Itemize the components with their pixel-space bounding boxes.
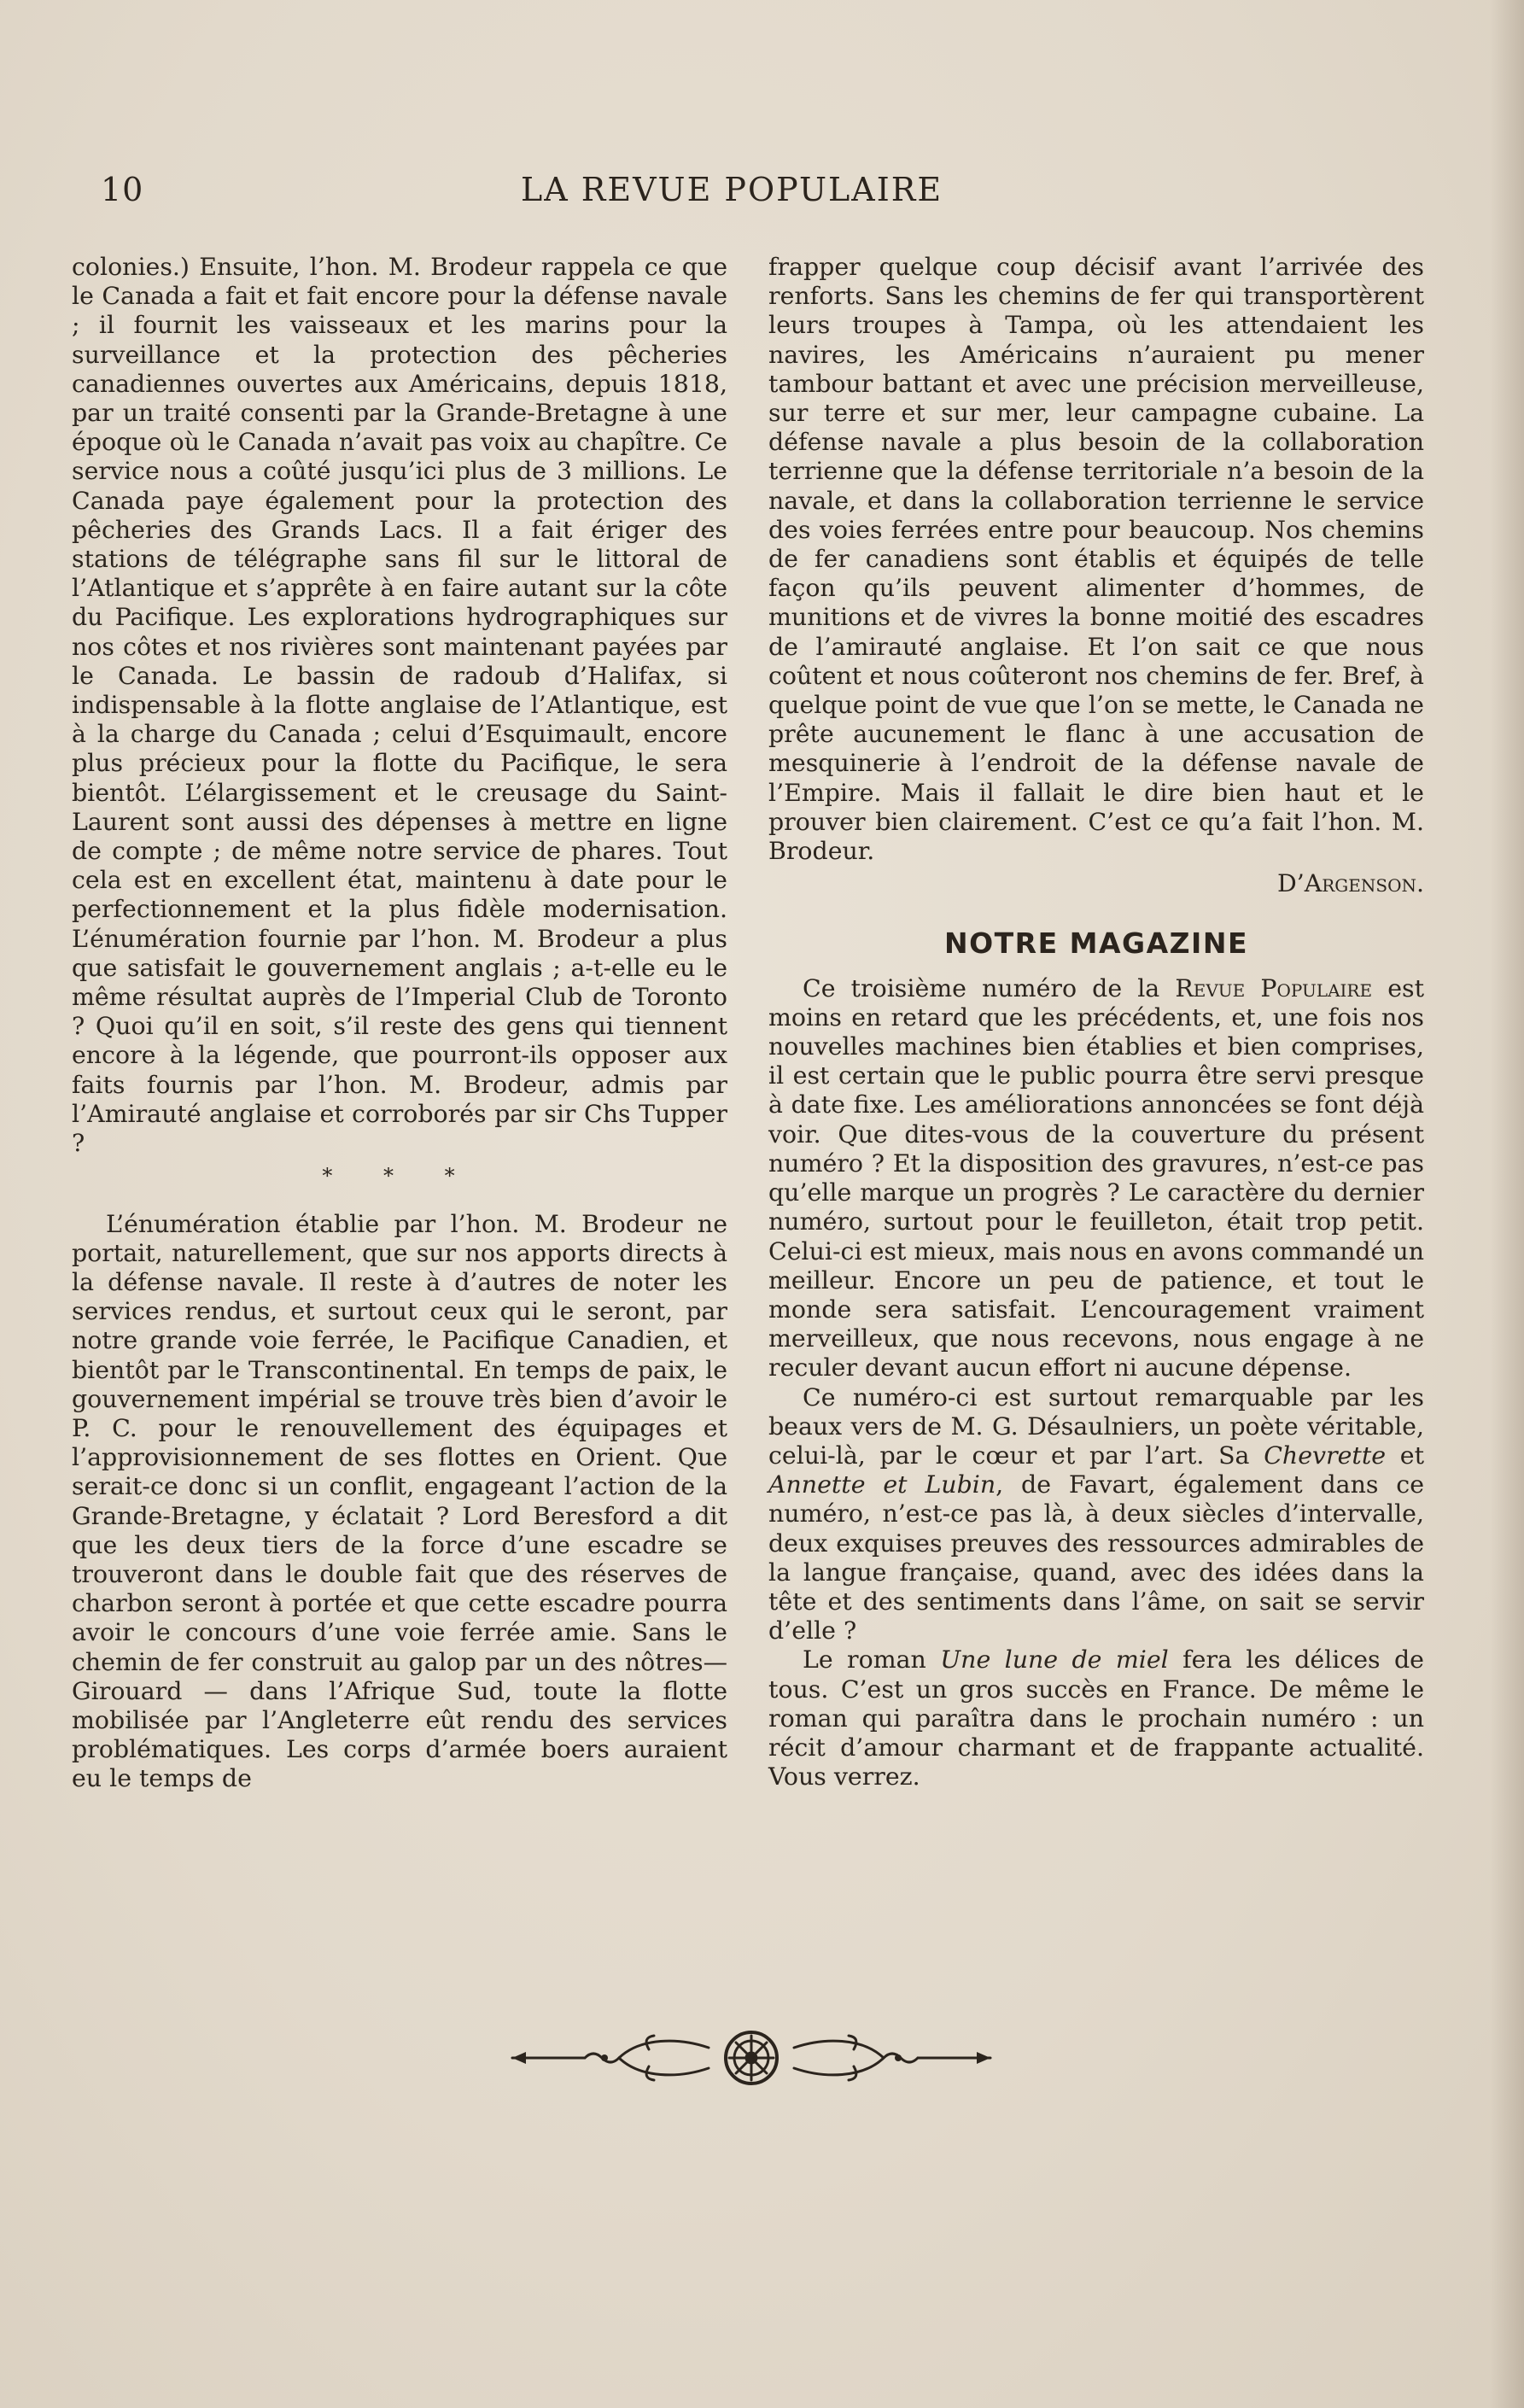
right-column [768,253,1424,1791]
paragraph [768,1645,1424,1791]
section-separator: * * * [322,1164,477,1189]
paragraph: frapper quelque coup décisif avant l’arrivée des renforts. Sans les chemins de fer qui transportèrent leurs troupes à Tampa, où les attendaient les navires, les Américains n’auraient pu mener tambour battant et avec une précision merveilleuse, sur terre et sur mer, leur campagne cubaine. La défense navale a plus besoin de la collaboration terrienne que la défense territoriale n’a besoin de la navale, et dans la collaboration terrienne le service des voies ferrées entre pour beaucoup. Nos chemins de fer canadiens sont établis et équipés de telle façon qu’ils peuvent alimenter d’hommes, de munitions et de vivres la bonne moitié des escadres de l’amirauté anglaise. Et l’on sait ce que nous coûtent et nous coûteront nos chemins de fer. Bref, à quelque point de vue que l’on se mette, le Canada ne prête aucunement le flanc à une accusation de mesquinerie à l’endroit de la défense navale de l’Empire. Mais il fallait le dire bien haut et le prouver bien clairement. C’est ce qu’a fait l’hon. M. Brodeur. [768,253,1424,866]
paragraph: colonies.) Ensuite, l’hon. M. Brodeur rappela ce que le Canada a fait et fait encore pour la défense navale ; il fournit les vaisseaux et les marins pour la surveillance et la protection des pêcheries canadiennes ouvertes aux Américains, depuis 1818, par un traité consenti par la Grande-Bretagne à une époque où le Canada n’avait pas voix au chapître. Ce service nous a coûté jusqu’ici plus de 3 millions. Le Canada paye également pour la protection des pêcheries des Grands Lacs. Il a fait ériger des stations de télégraphe sans fil sur le littoral de l’Atlantique et s’apprête à en faire autant sur la côte du Pacifique. Les explorations hydrographiques sur nos côtes et nos rivières sont maintenant payées par le Canada. Le bassin de radoub d’Halifax, si indispensable à la flotte anglaise de l’Atlantique, est à la charge du Canada ; celui d’Esquimault, encore plus précieux pour la flotte du Pacifique, le sera bientôt. L’élargissement et le creusage du Saint-Laurent sont aussi des dépenses à mettre en ligne de compte ; de même notre service de phares. Tout cela est en excellent état, maintenu à date pour le perfectionnement et la plus fidèle modernisation. L’énumération fournie par l’hon. M. Brodeur a plus que satisfait le gouvernement anglais ; a-t-elle eu le même résultat auprès de l’Imperial Club de Toronto ? Quoi qu’il en soit, s’il reste des gens qui tiennent encore à la légende, que pourront-ils opposer aux faits fournis par l’hon. M. Brodeur, admis par l’Amirauté anglaise et corroborés par sir Chs Tupper ? [72,253,727,1158]
left-column [72,253,727,1794]
page-number: 10 [101,171,144,208]
running-head [0,171,1524,222]
section-heading: NOTRE MAGAZINE [944,926,1248,961]
author-signature: D’Argenson. [1276,869,1424,898]
binding-shadow [1490,0,1524,2408]
paragraph: L’énumération établie par l’hon. M. Brodeur ne portait, naturellement, que sur nos apports directs à la défense navale. Il reste à d’autres de noter les services rendus, et surtout ceux qui le seront, par notre grande voie ferrée, le Pacifique Canadien, et bientôt par le Transcontinental. En temps de paix, le gouvernement impérial se trouve très bien d’avoir le P. C. pour le renouvellement des équipages et l’approvisionnement de ses flottes en Orient. Que serait-ce donc si un conflit, engageant l’action de la Grande-Bretagne, y éclatait ? Lord Beresford a dit que les deux tiers de la force d’une escadre se trouveront dans le double fait que des réserves de charbon seront à portée et que cette escadre pourra avoir le concours d’une voie ferrée amie. Sans le chemin de fer construit au galop par un des nôtres—Girouard — dans l’Afrique Sud, toute la flotte mobilisée par l’Angleterre eût rendu des services problématiques. Les corps d’armée boers auraient eu le temps de [72,1209,727,1793]
text-run: et [1386,1441,1424,1470]
work-title: Annette et Lubin [768,1470,996,1499]
text-run: Ce troisième numéro de la [803,973,1176,1002]
text-run: est moins en retard que les précédents, et, une fois nos nouvelles machines bien établies et bien comprises, il est certain que le public pourra être servi presque à date fixe. Les améliorations annoncées se font déjà voir. Que dites-vous de la couverture du présent numéro ? Et la disposition des gravures, n’est-ce pas qu’elle marque un progrès ? Le caractère du dernier numéro, surtout pour le feuilleton, était trop petit. Celui-ci est mieux, mais nous en avons commandé un meilleur. Encore un peu de patience, et tout le monde sera satisfait. L’encouragement vraiment merveilleux, que nous recevons, nous engage à ne reculer devant aucun effort ni aucune dépense. [768,973,1424,1382]
fleuron-ornament-icon [504,2024,999,2092]
work-title: Une lune de miel [940,1645,1169,1674]
work-title: Chevrette [1264,1441,1387,1470]
text-run: Ce numéro-ci est surtout remarquable par les beaux vers de M. G. Désaulniers, un poète véritable, celui-là, par le cœur et par l’art. Sa [768,1382,1424,1470]
journal-name: Revue Populaire [1175,973,1373,1002]
text-run: fera les délices de tous. C’est un gros succès en France. De même le roman qui paraîtra dans le prochain numéro : un récit d’amour charmant et de frappante actualité. Vous verrez. [768,1645,1424,1791]
text-run: , de Favart, également dans ce numéro, n’est-ce pas là, à deux siècles d’intervalle, deux exquises preuves des ressources admirables de la langue française, quand, avec des idées dans la tête et des sentiments dans l’âme, on sait se servir d’elle ? [768,1470,1424,1645]
text-run: Le roman [803,1645,941,1674]
paragraph [768,1383,1424,1646]
journal-title: LA REVUE POPULAIRE [521,171,943,208]
paragraph [768,974,1424,1383]
